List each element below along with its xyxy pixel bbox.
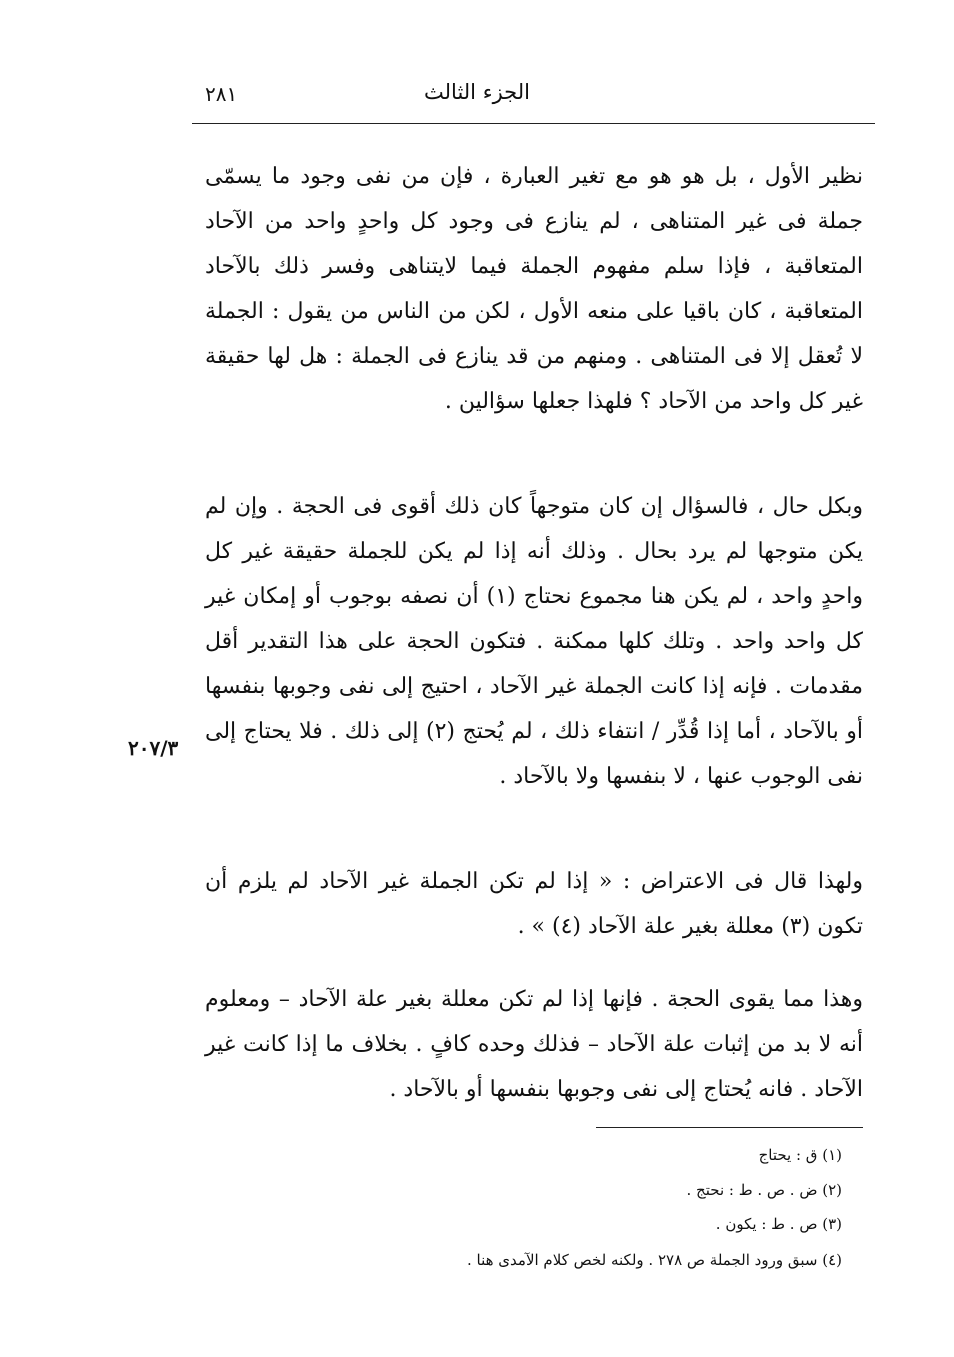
footnote-2: (٢) ض . ص . ط : نحتج . [686,1181,842,1199]
footnote-rule [596,1127,863,1128]
running-title: الجزء الثالث [424,80,530,104]
paragraph-4: وهذا مما يقوى الحجة . فإنها إذا لم تكن معللة بغير علة الآحاد – ومعلوم أنه لا بد من إثبات علة الآحاد – فذلك وحده كافٍ . بخلاف ما إذا كانت غير الآحاد . فانه يُحتاج إلى نفى وجوبها بنفسها أو بالآحاد . [205,987,863,1102]
paragraph-3: ولهذا قال فى الاعتراض : « إذا لم تكن الجملة غير الآحاد لم يلزم أن تكون (٣) معللة بغير علة الآحاد (٤) » . [205,869,863,939]
paragraph-1: نظير الأول ، بل هو هو مع تغير العبارة ، فإن من نفى وجود ما يسمّى جملة فى غير المتناهى ، لم ينازع فى وجود كل واحدٍ واحد من الآحاد المتعاقبة ، فإذا سلم مفهوم الجملة فيما لايتناهى وفسر ذلك بالآحاد المتعاقبة ، كان باقيا على منعه الأول ، لكن من الناس من يقول : الجملة لا تُعقل إلا فى المتناهى . ومنهم من قد ينازع فى الجملة : هل لها حقيقة غير كل واحد من الآحاد ؟ فلهذا جعلها سؤالين . [205,164,864,414]
page-number: ٢٨١ [205,82,238,106]
footnote-4: (٤) سبق ورود الجملة ص ٢٧٨ . ولكنه لخص كلام الآمدى هنا . [466,1251,842,1269]
header-rule [192,123,875,124]
paragraph-2: وبكل حال ، فالسؤال إن كان متوجهاً كان ذلك أقوى فى الحجة . وإن لم يكن متوجها لم يرد بحال . وذلك أنه إذا لم يكن للجملة حقيقة غير كل واحدٍ واحد ، لم يكن هنا مجموع نحتاج (١) أن نصفه بوجوب أو إمكان غير كل واحد واحد . وتلك كلها ممكنة . فتكون الحجة على هذا التقدير أقل مقدمات . فإنه إذا كانت الجملة غير الآحاد ، احتيج إلى نفى وجوبها بنفسها أو بالآحاد ، أما إذا قُدِّر / انتفاء ذلك ، لم يُحتج (٢) إلى ذلك . فلا يحتاج إلى نفى الوجوب عنها ، لا بنفسها ولا بالآحاد . [205,494,863,789]
footnote-3: (٣) ص . ط : يكون . [715,1215,842,1233]
margin-reference: ٢٠٧/٣ [128,736,179,760]
footnote-1: (١) ق : يحتاج [758,1146,842,1164]
